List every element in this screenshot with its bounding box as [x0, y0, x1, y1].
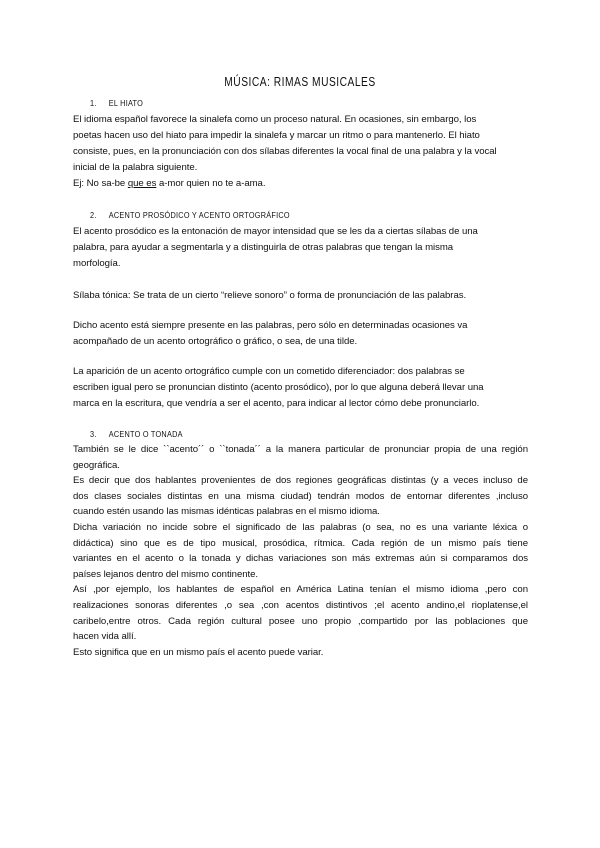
text-line: variantes en el acento o la tonada y dichas variaciones son más extremas aún si comparamos dos	[73, 553, 528, 565]
text-line: poetas hacen uso del hiato para impedir la sinalefa y marcar un ritmo o para mantenerlo. El hiato	[73, 130, 480, 141]
text-line: dos clases sociales distintas en una misma ciudad) tendrán modos de entornar diferentes ,incluso	[73, 490, 528, 502]
text-line: Así ,por ejemplo, los hablantes de español en América Latina tenían el mismo idioma ,pero con	[73, 584, 528, 596]
text-line: inicial de la palabra siguiente.	[73, 162, 198, 173]
text-line: marca en la escritura, que vendría a ser el acento, para indicar al lector cómo debe pronunciarlo.	[73, 398, 480, 409]
example-underlined: que es	[127, 178, 157, 189]
text-line: países lejanos dentro del mismo continente.	[73, 568, 259, 580]
text-line: El acento prosódico es la entonación de mayor intensidad que se les da a ciertas sílabas de una	[73, 226, 478, 237]
section-number: 3.	[90, 429, 97, 439]
text-line: Dicho acento está siempre presente en las palabras, pero sólo en determinadas ocasiones va	[73, 320, 468, 331]
section-title: ACENTO PROSÓDICO Y ACENTO ORTOGRÁFICO	[108, 210, 290, 220]
section-number: 2.	[90, 210, 97, 220]
section-heading-hiato	[90, 98, 143, 108]
text-line: geográfica.	[73, 459, 120, 471]
text-line: Dicha variación no incide sobre el significado de las palabras (o sea, no es una variante léxica o	[73, 521, 528, 533]
paragraph-acento-prosodico	[73, 224, 528, 272]
section-heading-acento-tonada	[90, 429, 183, 439]
text-line: Esto significa que en un mismo país el acento puede variar.	[73, 646, 324, 658]
text-line: morfología.	[73, 258, 121, 269]
text-line: caribelo,entre otros. Cada región cultural posee uno propio ,compartido por las poblaciones que	[73, 615, 528, 627]
text-line: consiste, pues, en la pronunciación con dos sílabas diferentes la vocal final de una palabra y la vocal	[73, 146, 497, 157]
text-line: palabra, para ayudar a segmentarla y a distinguirla de otras palabras que tengan la misma	[73, 242, 454, 253]
text-line: hacen vida allí.	[73, 631, 137, 643]
paragraph-hiato	[73, 112, 528, 192]
text-line: acompañado de un acento ortográfico o gráfico, o sea, de una tilde.	[73, 336, 358, 347]
example-line	[73, 176, 528, 192]
section-title: ACENTO O TONADA	[108, 429, 183, 439]
section-heading-acento-prosodico	[90, 210, 290, 220]
text-line: Es decir que dos hablantes provenientes de dos regiones geográficas distintas (y a veces incluso de	[73, 475, 528, 487]
section-number: 1.	[90, 98, 97, 108]
example-prefix: Ej: No sa-be	[73, 178, 128, 189]
paragraph-dicho-acento	[73, 318, 528, 350]
text-line: La aparición de un acento ortográfico cumple con un cometido diferenciador: dos palabras se	[73, 366, 465, 377]
text-line: Sílaba tónica: Se trata de un cierto “relieve sonoro” o forma de pronunciación de las palabras.	[73, 290, 467, 301]
text-line: didáctica) sino que es de tipo musical, prosódica, rítmica. Cada región de un mismo país tiene	[73, 537, 528, 549]
text-line: También se le dice ``acento´´ o ``tonada´´ a la manera particular de pronunciar propia de una región	[73, 444, 528, 455]
paragraph-acento-ortografico	[73, 364, 528, 412]
section-title: EL HIATO	[108, 98, 144, 108]
page-title: MÚSICA: RIMAS MUSICALES	[224, 75, 376, 89]
example-suffix: a-mor quien no te a-ama.	[156, 178, 266, 189]
text-line: El idioma español favorece la sinalefa como un proceso natural. En ocasiones, sin embargo, los	[73, 114, 477, 125]
text-line: cuando estén usando las mismas idénticas palabras en el mismo idioma.	[73, 506, 380, 518]
text-line: realizaciones sonoras diferentes ,o sea ,con acentos distintivos ;el acento andino,el rioplatense,el	[73, 599, 528, 611]
paragraph-silaba-tonica	[73, 288, 528, 304]
text-line: escriben igual pero se pronuncian distinto (acento prosódico), por lo que alguna deberá llevar una	[73, 382, 484, 393]
paragraph-acento-tonada	[73, 442, 528, 660]
